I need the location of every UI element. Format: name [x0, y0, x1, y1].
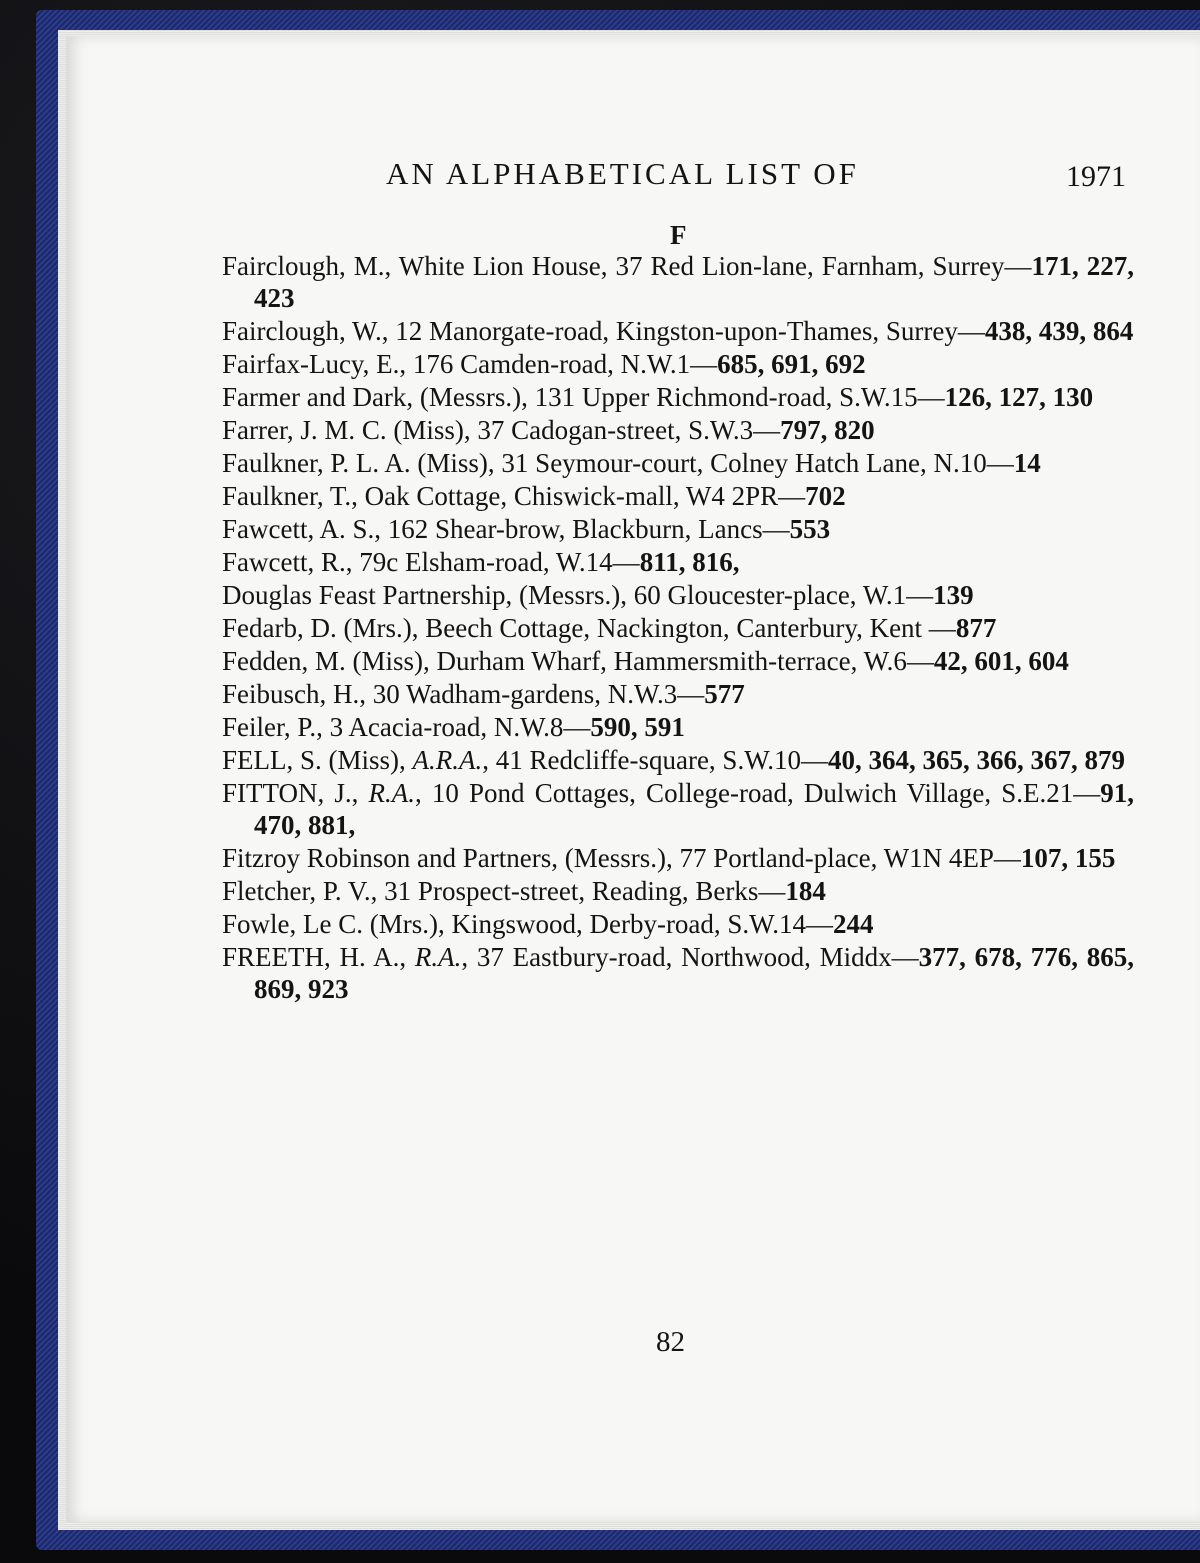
list-entry [222, 842, 1134, 874]
list-entry [222, 908, 1134, 940]
list-entry [222, 744, 1134, 776]
list-entry [222, 875, 1134, 907]
list-entry [222, 381, 1134, 413]
entry-catalogue-numbers: 577 [704, 679, 745, 709]
entry-text: Fairclough, W., 12 Manorgate-road, Kingston-upon-Thames, Surrey— [222, 316, 985, 346]
entry-catalogue-numbers: 244 [832, 909, 874, 939]
book-page [66, 36, 1200, 1522]
entry-catalogue-numbers: 702 [805, 481, 846, 511]
entry-text: Fairfax-Lucy, E., 176 Camden-road, N.W.1— [222, 349, 718, 379]
entry-text: Fedden, M. (Miss), Durham Wharf, Hammersmith-terrace, W.6— [222, 646, 934, 676]
entry-text: Fedarb, D. (Mrs.), Beech Cottage, Nackington, Canterbury, Kent — [222, 613, 956, 643]
entry-text: Feiler, P., 3 Acacia-road, N.W.8— [222, 712, 591, 742]
entry-catalogue-numbers: 797, 820 [780, 415, 875, 445]
list-entry [222, 711, 1134, 743]
entry-text: Faulkner, P. L. A. (Miss), 31 Seymour-court, Colney Hatch Lane, N.10— [222, 448, 1014, 478]
entry-text: FREETH, H. A., [222, 942, 415, 972]
entry-text: Fitzroy Robinson and Partners, (Messrs.), 77 Portland-place, W1N 4EP— [222, 843, 1021, 873]
entry-text: Fawcett, R., 79c Elsham-road, W.14— [222, 547, 640, 577]
entry-catalogue-numbers: 553 [789, 514, 831, 544]
entry-address: , 41 Redcliffe-square, S.W.10— [482, 745, 828, 775]
entry-catalogue-numbers: 590, 591 [590, 712, 685, 742]
entry-address: , 10 Pond Cottages, College-road, Dulwich Village, S.E.21— [415, 778, 1101, 808]
list-entry [222, 645, 1134, 677]
list-entry [222, 612, 1134, 644]
entry-text: FITTON, J., [222, 778, 369, 808]
entry-catalogue-numbers: 377, 678, 776, 865, 869, 923 [254, 942, 1134, 1004]
list-entry [222, 513, 1134, 545]
list-entry [222, 447, 1134, 479]
list-entry [222, 250, 1134, 314]
entry-honour: R.A. [414, 942, 462, 972]
list-entry [222, 315, 1134, 347]
entry-text: FELL, S. (Miss), [222, 745, 413, 775]
list-entry [222, 414, 1134, 446]
entry-address: , 37 Eastbury-road, Northwood, Middx— [461, 942, 919, 972]
entry-catalogue-numbers: 40, 364, 365, 366, 367, 879 [827, 745, 1125, 775]
list-entry [222, 480, 1134, 512]
page-year: 1971 [1066, 160, 1126, 193]
entry-text: Fawcett, A. S., 162 Shear-brow, Blackburn, Lancs— [222, 514, 790, 544]
entry-catalogue-numbers: 438, 439, 864 [984, 316, 1134, 346]
list-entry [222, 348, 1134, 380]
list-entry [222, 678, 1134, 710]
entry-catalogue-numbers: 14 [1013, 448, 1041, 478]
entry-catalogue-numbers: 139 [933, 580, 974, 610]
entry-catalogue-numbers: 42, 601, 604 [933, 646, 1069, 676]
entry-text: Farmer and Dark, (Messrs.), 131 Upper Richmond-road, S.W.15— [222, 382, 945, 412]
entry-catalogue-numbers: 126, 127, 130 [944, 382, 1094, 412]
entry-text: Farrer, J. M. C. (Miss), 37 Cadogan-street, S.W.3— [222, 415, 781, 445]
section-letter: F [670, 220, 687, 250]
entry-text: Fairclough, M., White Lion House, 37 Red Lion-lane, Farnham, Surrey— [222, 251, 1032, 281]
entry-text: Feibusch, H., 30 Wadham-gardens, N.W.3— [222, 679, 705, 709]
entry-catalogue-numbers: 685, 691, 692 [717, 349, 866, 379]
list-entry [222, 941, 1134, 1005]
entry-catalogue-numbers: 107, 155 [1020, 843, 1116, 873]
entry-honour: R.A. [368, 778, 416, 808]
entry-catalogue-numbers: 811, 816, [639, 547, 740, 577]
list-entry [222, 546, 1134, 578]
list-entry [222, 579, 1134, 611]
entry-catalogue-numbers: 91, 470, 881, [254, 778, 1134, 840]
running-head: AN ALPHABETICAL LIST OF [386, 156, 859, 191]
entry-honour: A.R.A. [412, 745, 483, 775]
entry-text: Faulkner, T., Oak Cottage, Chiswick-mall, W4 2PR— [222, 481, 806, 511]
entry-catalogue-numbers: 184 [785, 876, 826, 906]
entry-list [222, 250, 1134, 1006]
entry-catalogue-numbers: 171, 227, 423 [254, 251, 1135, 313]
entry-text: Fowle, Le C. (Mrs.), Kingswood, Derby-road, S.W.14— [222, 909, 833, 939]
page-number: 82 [656, 1326, 685, 1358]
entry-text: Douglas Feast Partnership, (Messrs.), 60 Gloucester-place, W.1— [222, 580, 934, 610]
entry-text: Fletcher, P. V., 31 Prospect-street, Reading, Berks— [222, 876, 786, 906]
list-entry [222, 777, 1134, 841]
entry-catalogue-numbers: 877 [955, 613, 997, 643]
